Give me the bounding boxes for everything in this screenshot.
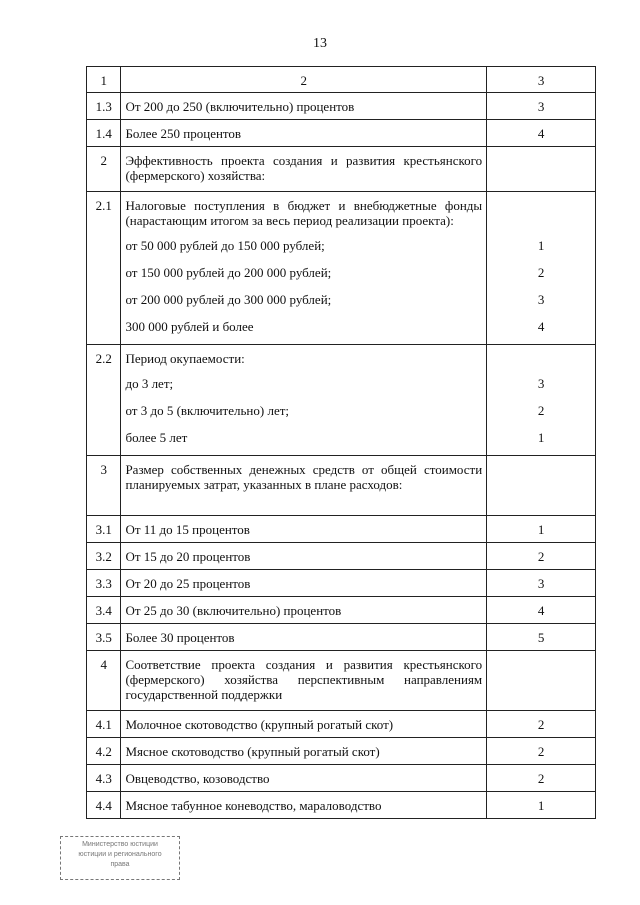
row-score-group: [487, 345, 596, 456]
row-score: 4: [487, 120, 596, 147]
table-row: [87, 345, 596, 456]
row-score: 1: [487, 792, 596, 819]
row-text: От 11 до 15 процентов: [121, 516, 487, 543]
score-spacer: [487, 198, 595, 232]
row-score: 2: [487, 711, 596, 738]
table-row: [87, 711, 596, 738]
stamp-line: права: [110, 861, 130, 868]
header-col-2: 2: [121, 67, 487, 93]
header-col-3: 3: [487, 67, 596, 93]
row-text: Молочное скотоводство (крупный рогатый скот): [121, 711, 487, 738]
sub-item-score: 3: [537, 292, 545, 307]
row-text: Соответствие проекта создания и развития крестьянского (фермерского) хозяйства перспективным направлениям государственной поддержки: [121, 651, 487, 711]
row-score: 2: [487, 738, 596, 765]
row-number: 3.4: [87, 597, 121, 624]
page-number: 13: [313, 36, 327, 51]
sub-item-score: 1: [537, 430, 545, 445]
table-row: [87, 765, 596, 792]
registration-stamp: [60, 836, 180, 880]
row-score: 4: [487, 597, 596, 624]
sub-item-text: от 3 до 5 (включительно) лет;: [125, 403, 290, 418]
table-row: [87, 192, 596, 345]
row-text: Более 250 процентов: [121, 120, 487, 147]
row-number: 3.3: [87, 570, 121, 597]
row-text-group: [121, 345, 487, 456]
row-text: Эффективность проекта создания и развития крестьянского (фермерского) хозяйства:: [121, 147, 487, 192]
table-row: [87, 570, 596, 597]
row-text: От 15 до 20 процентов: [121, 543, 487, 570]
row-text: Налоговые поступления в бюджет и внебюджетные фонды (нарастающим итогом за весь период реализации проекта):: [125, 198, 483, 228]
stamp-line: юстиции и регионального: [78, 851, 162, 858]
row-text: От 25 до 30 (включительно) процентов: [121, 597, 487, 624]
criteria-table: [86, 66, 596, 819]
row-score: 1: [487, 516, 596, 543]
row-score-group: [487, 192, 596, 345]
sub-item-text: от 50 000 рублей до 150 000 рублей;: [125, 238, 325, 253]
row-number: 3: [87, 456, 121, 516]
row-score: 3: [487, 570, 596, 597]
row-number: 1.3: [87, 93, 121, 120]
row-score: [487, 456, 596, 516]
table-row: [87, 93, 596, 120]
row-score: 2: [487, 765, 596, 792]
row-number: 2.1: [87, 192, 121, 345]
sub-item-text: 300 000 рублей и более: [125, 319, 254, 334]
row-number: 4.2: [87, 738, 121, 765]
table-row: [87, 792, 596, 819]
table-row: [87, 597, 596, 624]
sub-item-score: 4: [537, 319, 545, 334]
row-number: 2: [87, 147, 121, 192]
row-score: [487, 651, 596, 711]
row-score: 2: [487, 543, 596, 570]
row-text: Мясное табунное коневодство, мараловодство: [121, 792, 487, 819]
row-number: 3.2: [87, 543, 121, 570]
row-number: 4.1: [87, 711, 121, 738]
table-row: [87, 738, 596, 765]
row-number: 3.1: [87, 516, 121, 543]
table-row: [87, 651, 596, 711]
row-score: 3: [487, 93, 596, 120]
sub-item-text: от 150 000 рублей до 200 000 рублей;: [125, 265, 332, 280]
row-text: Овцеводство, козоводство: [121, 765, 487, 792]
row-number: 4: [87, 651, 121, 711]
table-row: [87, 543, 596, 570]
row-text: Более 30 процентов: [121, 624, 487, 651]
row-text: Размер собственных денежных средств от общей стоимости планируемых затрат, указанных в плане расходов:: [121, 456, 487, 516]
row-score: 5: [487, 624, 596, 651]
row-number: 1.4: [87, 120, 121, 147]
table-row: [87, 147, 596, 192]
table-header-row: [87, 67, 596, 93]
table-row: [87, 456, 596, 516]
sub-item-text: от 200 000 рублей до 300 000 рублей;: [125, 292, 332, 307]
sub-item-score: 2: [537, 403, 545, 418]
sub-item-score: 1: [537, 238, 545, 253]
row-text-group: [121, 192, 487, 345]
sub-item-score: 3: [537, 376, 545, 391]
table-row: [87, 624, 596, 651]
stamp-line: Министерство юстиции: [82, 841, 158, 848]
header-col-1: 1: [87, 67, 121, 93]
score-spacer: [487, 351, 595, 370]
table-row: [87, 516, 596, 543]
row-number: 4.3: [87, 765, 121, 792]
table-row: [87, 120, 596, 147]
sub-item-score: 2: [537, 265, 545, 280]
row-text: От 200 до 250 (включительно) процентов: [121, 93, 487, 120]
sub-item-text: более 5 лет: [125, 430, 188, 445]
row-text: От 20 до 25 процентов: [121, 570, 487, 597]
row-score: [487, 147, 596, 192]
sub-item-text: до 3 лет;: [125, 376, 174, 391]
row-number: 2.2: [87, 345, 121, 456]
row-number: 3.5: [87, 624, 121, 651]
row-number: 4.4: [87, 792, 121, 819]
row-text: Мясное скотоводство (крупный рогатый скот): [121, 738, 487, 765]
row-text: Период окупаемости:: [125, 351, 245, 366]
